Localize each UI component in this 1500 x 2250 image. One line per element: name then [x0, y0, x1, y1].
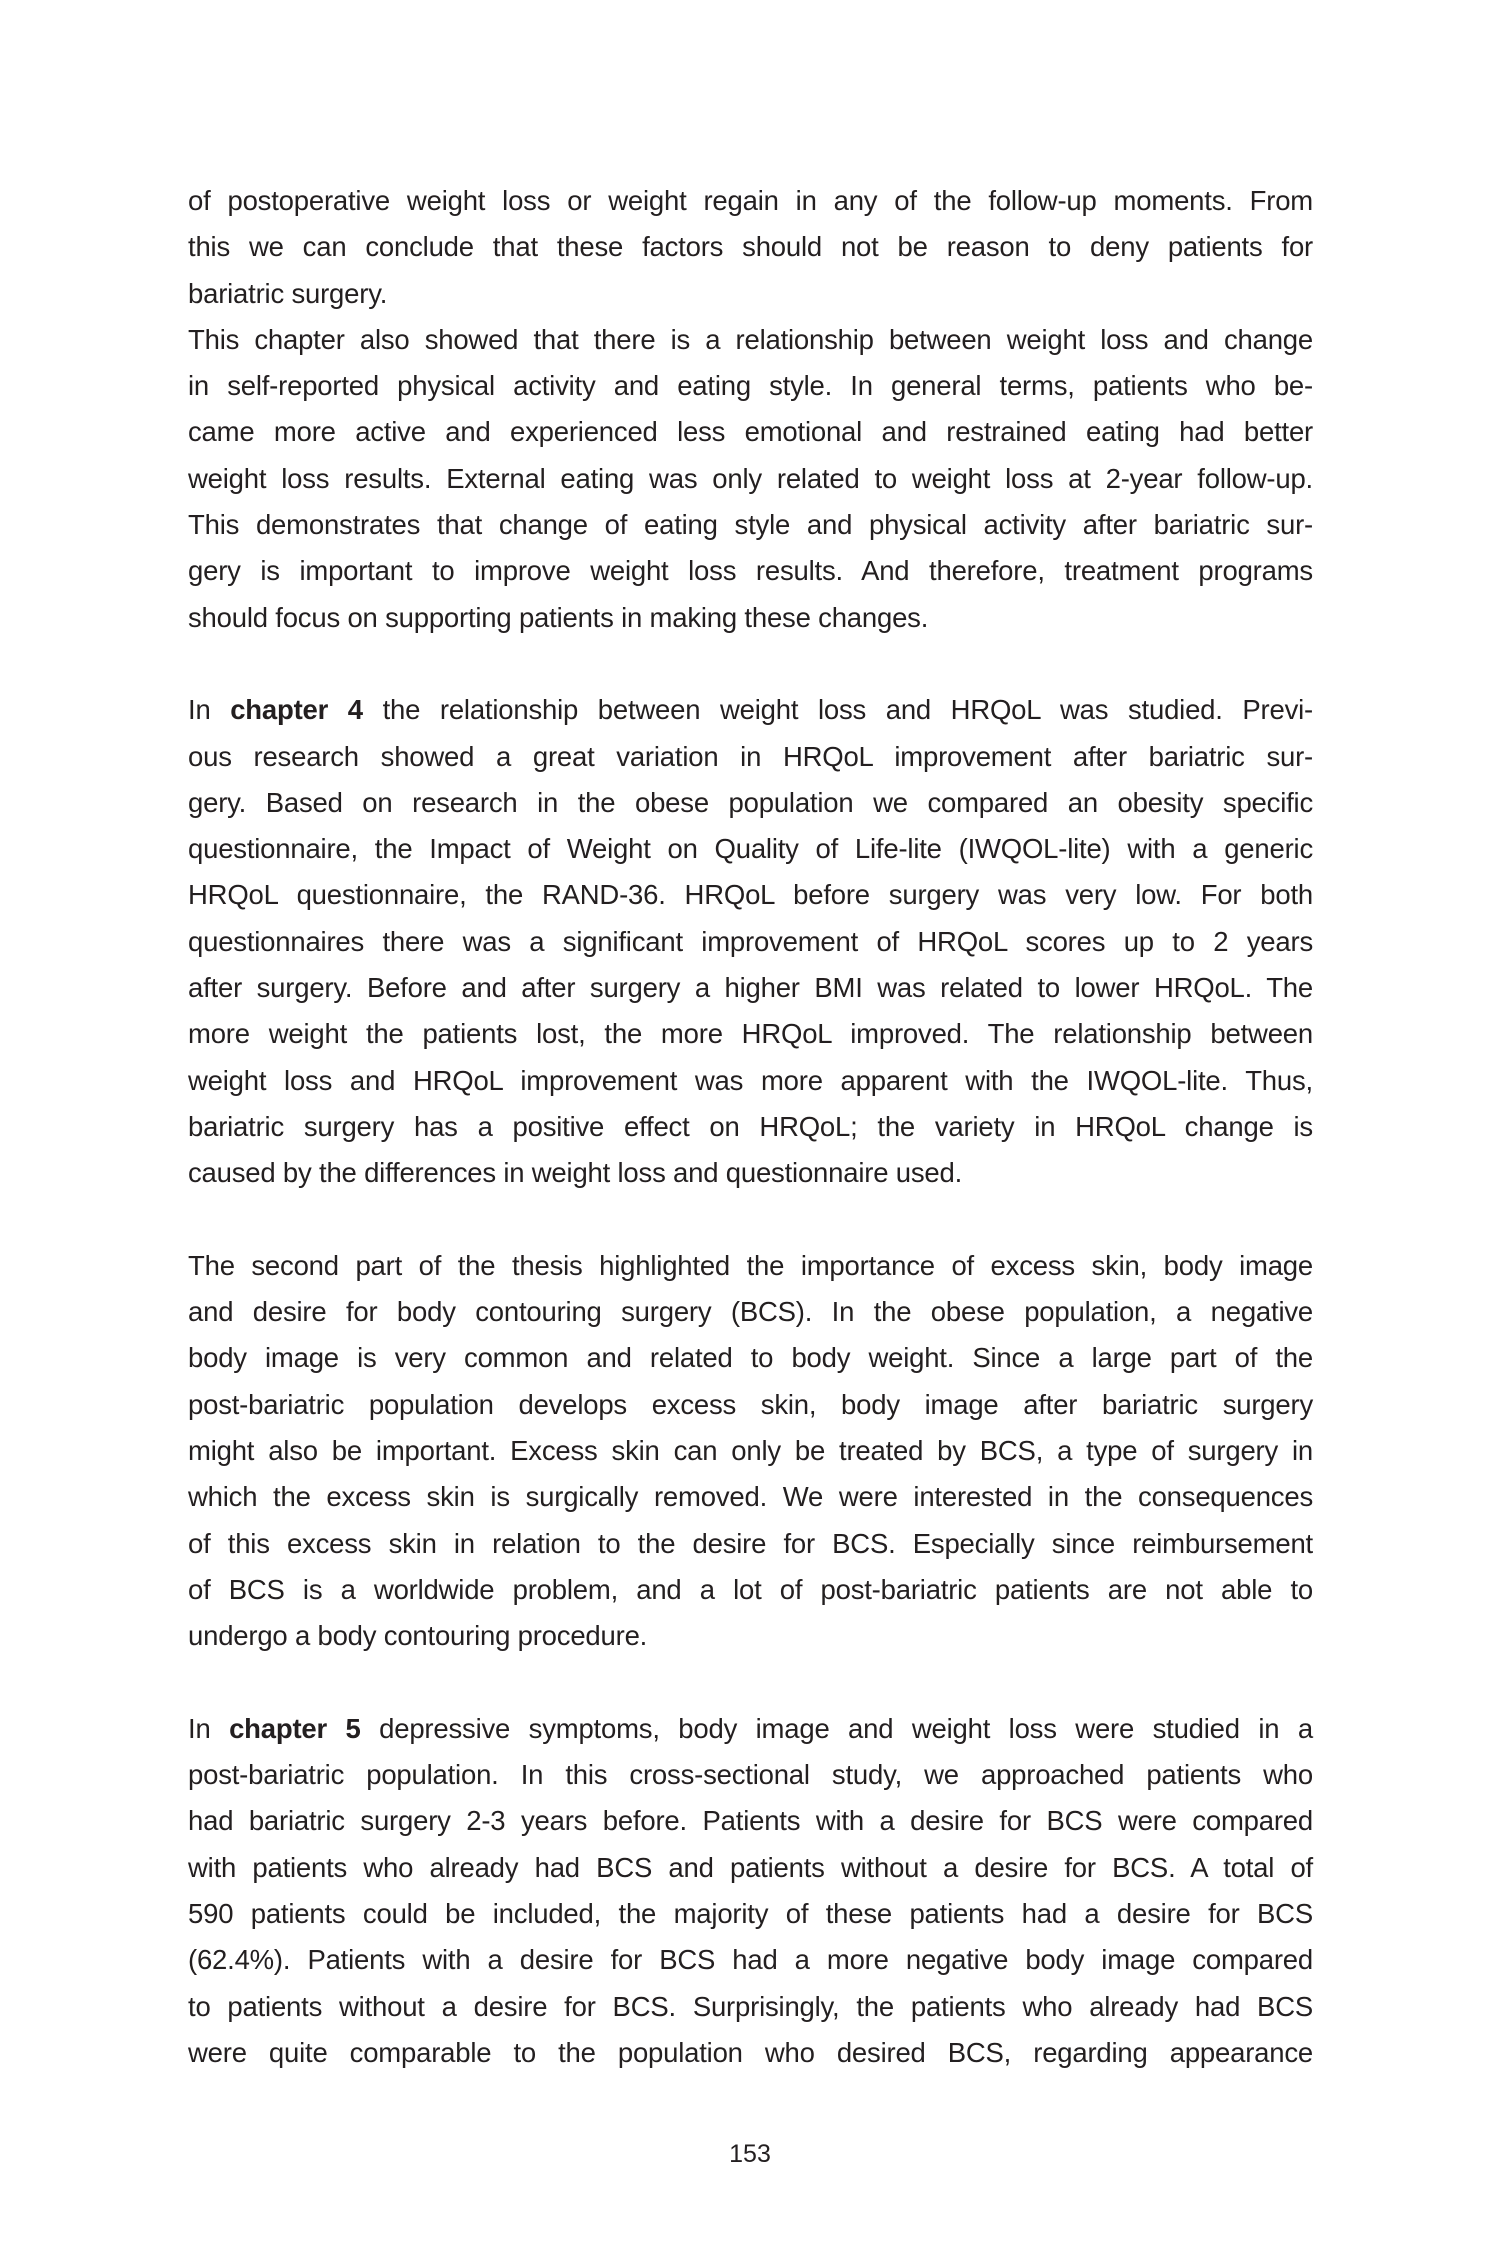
text-line: gery. Based on research in the obese population we compared an obesity specific: [188, 786, 1313, 818]
text-line: and desire for body contouring surgery (BCS). In the obese population, a negative: [188, 1296, 1313, 1328]
paragraph: [188, 1243, 1313, 1660]
text-line: after surgery. Before and after surgery a higher BMI was related to lower HRQoL. The: [188, 972, 1313, 1004]
chapter-reference: chapter 5: [229, 1712, 361, 1744]
paragraph-chapter-4: [188, 687, 1313, 1196]
lead-text: In: [188, 1712, 230, 1744]
text-line: This demonstrates that change of eating style and physical activity after bariatric sur-: [188, 509, 1313, 541]
body-text: [188, 178, 1313, 2076]
text-line: 590 patients could be included, the majority of these patients had a desire for BCS: [188, 1897, 1313, 1929]
paragraph: [188, 317, 1313, 641]
text-line: more weight the patients lost, the more HRQoL improved. The relationship between: [188, 1018, 1313, 1050]
text-line: questionnaire, the Impact of Weight on Quality of Life-lite (IWQOL-lite) with a generic: [188, 833, 1313, 865]
text-line: bariatric surgery has a positive effect on HRQoL; the variety in HRQoL change is: [188, 1110, 1313, 1142]
text-line: had bariatric surgery 2-3 years before. Patients with a desire for BCS were compared: [188, 1805, 1313, 1837]
text-line: in self-reported physical activity and eating style. In general terms, patients who be-: [188, 370, 1313, 402]
text-line: body image is very common and related to body weight. Since a large part of the: [188, 1342, 1313, 1374]
text-line: post-bariatric population develops excess skin, body image after bariatric surgery: [188, 1388, 1313, 1420]
text-line: ous research showed a great variation in HRQoL improvement after bariatric sur-: [188, 740, 1313, 772]
text-line: The second part of the thesis highlighted the importance of excess skin, body image: [188, 1249, 1313, 1281]
lead-text: In: [188, 694, 231, 726]
chapter-reference: chapter 4: [230, 694, 363, 726]
paragraph: [188, 178, 1313, 317]
text-line: undergo a body contouring procedure.: [188, 1620, 648, 1652]
text-line: This chapter also showed that there is a relationship between weight loss and change: [188, 323, 1313, 355]
paragraph-spacer: [188, 1660, 1313, 1706]
text-line: HRQoL questionnaire, the RAND-36. HRQoL before surgery was very low. For both: [188, 879, 1313, 911]
text-line: with patients who already had BCS and patients without a desire for BCS. A total of: [188, 1851, 1313, 1883]
text-line: caused by the differences in weight loss and questionnaire used.: [188, 1157, 963, 1189]
text-line: [188, 687, 1313, 733]
text-line: of BCS is a worldwide problem, and a lot of post-bariatric patients are not able to: [188, 1573, 1313, 1605]
text-line: which the excess skin is surgically removed. We were interested in the consequences: [188, 1481, 1313, 1513]
text-line: gery is important to improve weight loss results. And therefore, treatment programs: [188, 555, 1313, 587]
text-line: weight loss and HRQoL improvement was more apparent with the IWQOL-lite. Thus,: [188, 1064, 1313, 1096]
text-line: (62.4%). Patients with a desire for BCS had a more negative body image compared: [188, 1944, 1313, 1976]
text-line: should focus on supporting patients in making these changes.: [188, 601, 929, 633]
lead-rest: the relationship between weight loss and HRQoL was studied. Previ-: [362, 694, 1313, 726]
page-number: 153: [729, 2140, 771, 2168]
text-line: of this excess skin in relation to the desire for BCS. Especially since reimbursement: [188, 1527, 1313, 1559]
text-line: questionnaires there was a significant improvement of HRQoL scores up to 2 years: [188, 925, 1313, 957]
text-line: weight loss results. External eating was only related to weight loss at 2-year follow-up.: [188, 462, 1313, 494]
text-line: to patients without a desire for BCS. Surprisingly, the patients who already had BCS: [188, 1990, 1313, 2022]
paragraph-spacer: [188, 1197, 1313, 1243]
text-line: this we can conclude that these factors should not be reason to deny patients for: [188, 231, 1313, 263]
text-line: might also be important. Excess skin can only be treated by BCS, a type of surgery in: [188, 1435, 1313, 1467]
text-line: [188, 1706, 1313, 1752]
text-line: of postoperative weight loss or weight regain in any of the follow-up moments. From: [188, 185, 1313, 216]
text-line: post-bariatric population. In this cross-sectional study, we approached patients who: [188, 1759, 1313, 1791]
paragraph-spacer: [188, 641, 1313, 687]
paragraph-chapter-5: [188, 1706, 1313, 2076]
text-line: bariatric surgery.: [188, 277, 388, 309]
text-line: were quite comparable to the population who desired BCS, regarding appearance: [188, 2036, 1313, 2068]
lead-rest: depressive symptoms, body image and weight loss were studied in a: [360, 1712, 1314, 1744]
text-line: came more active and experienced less emotional and restrained eating had better: [188, 416, 1313, 448]
